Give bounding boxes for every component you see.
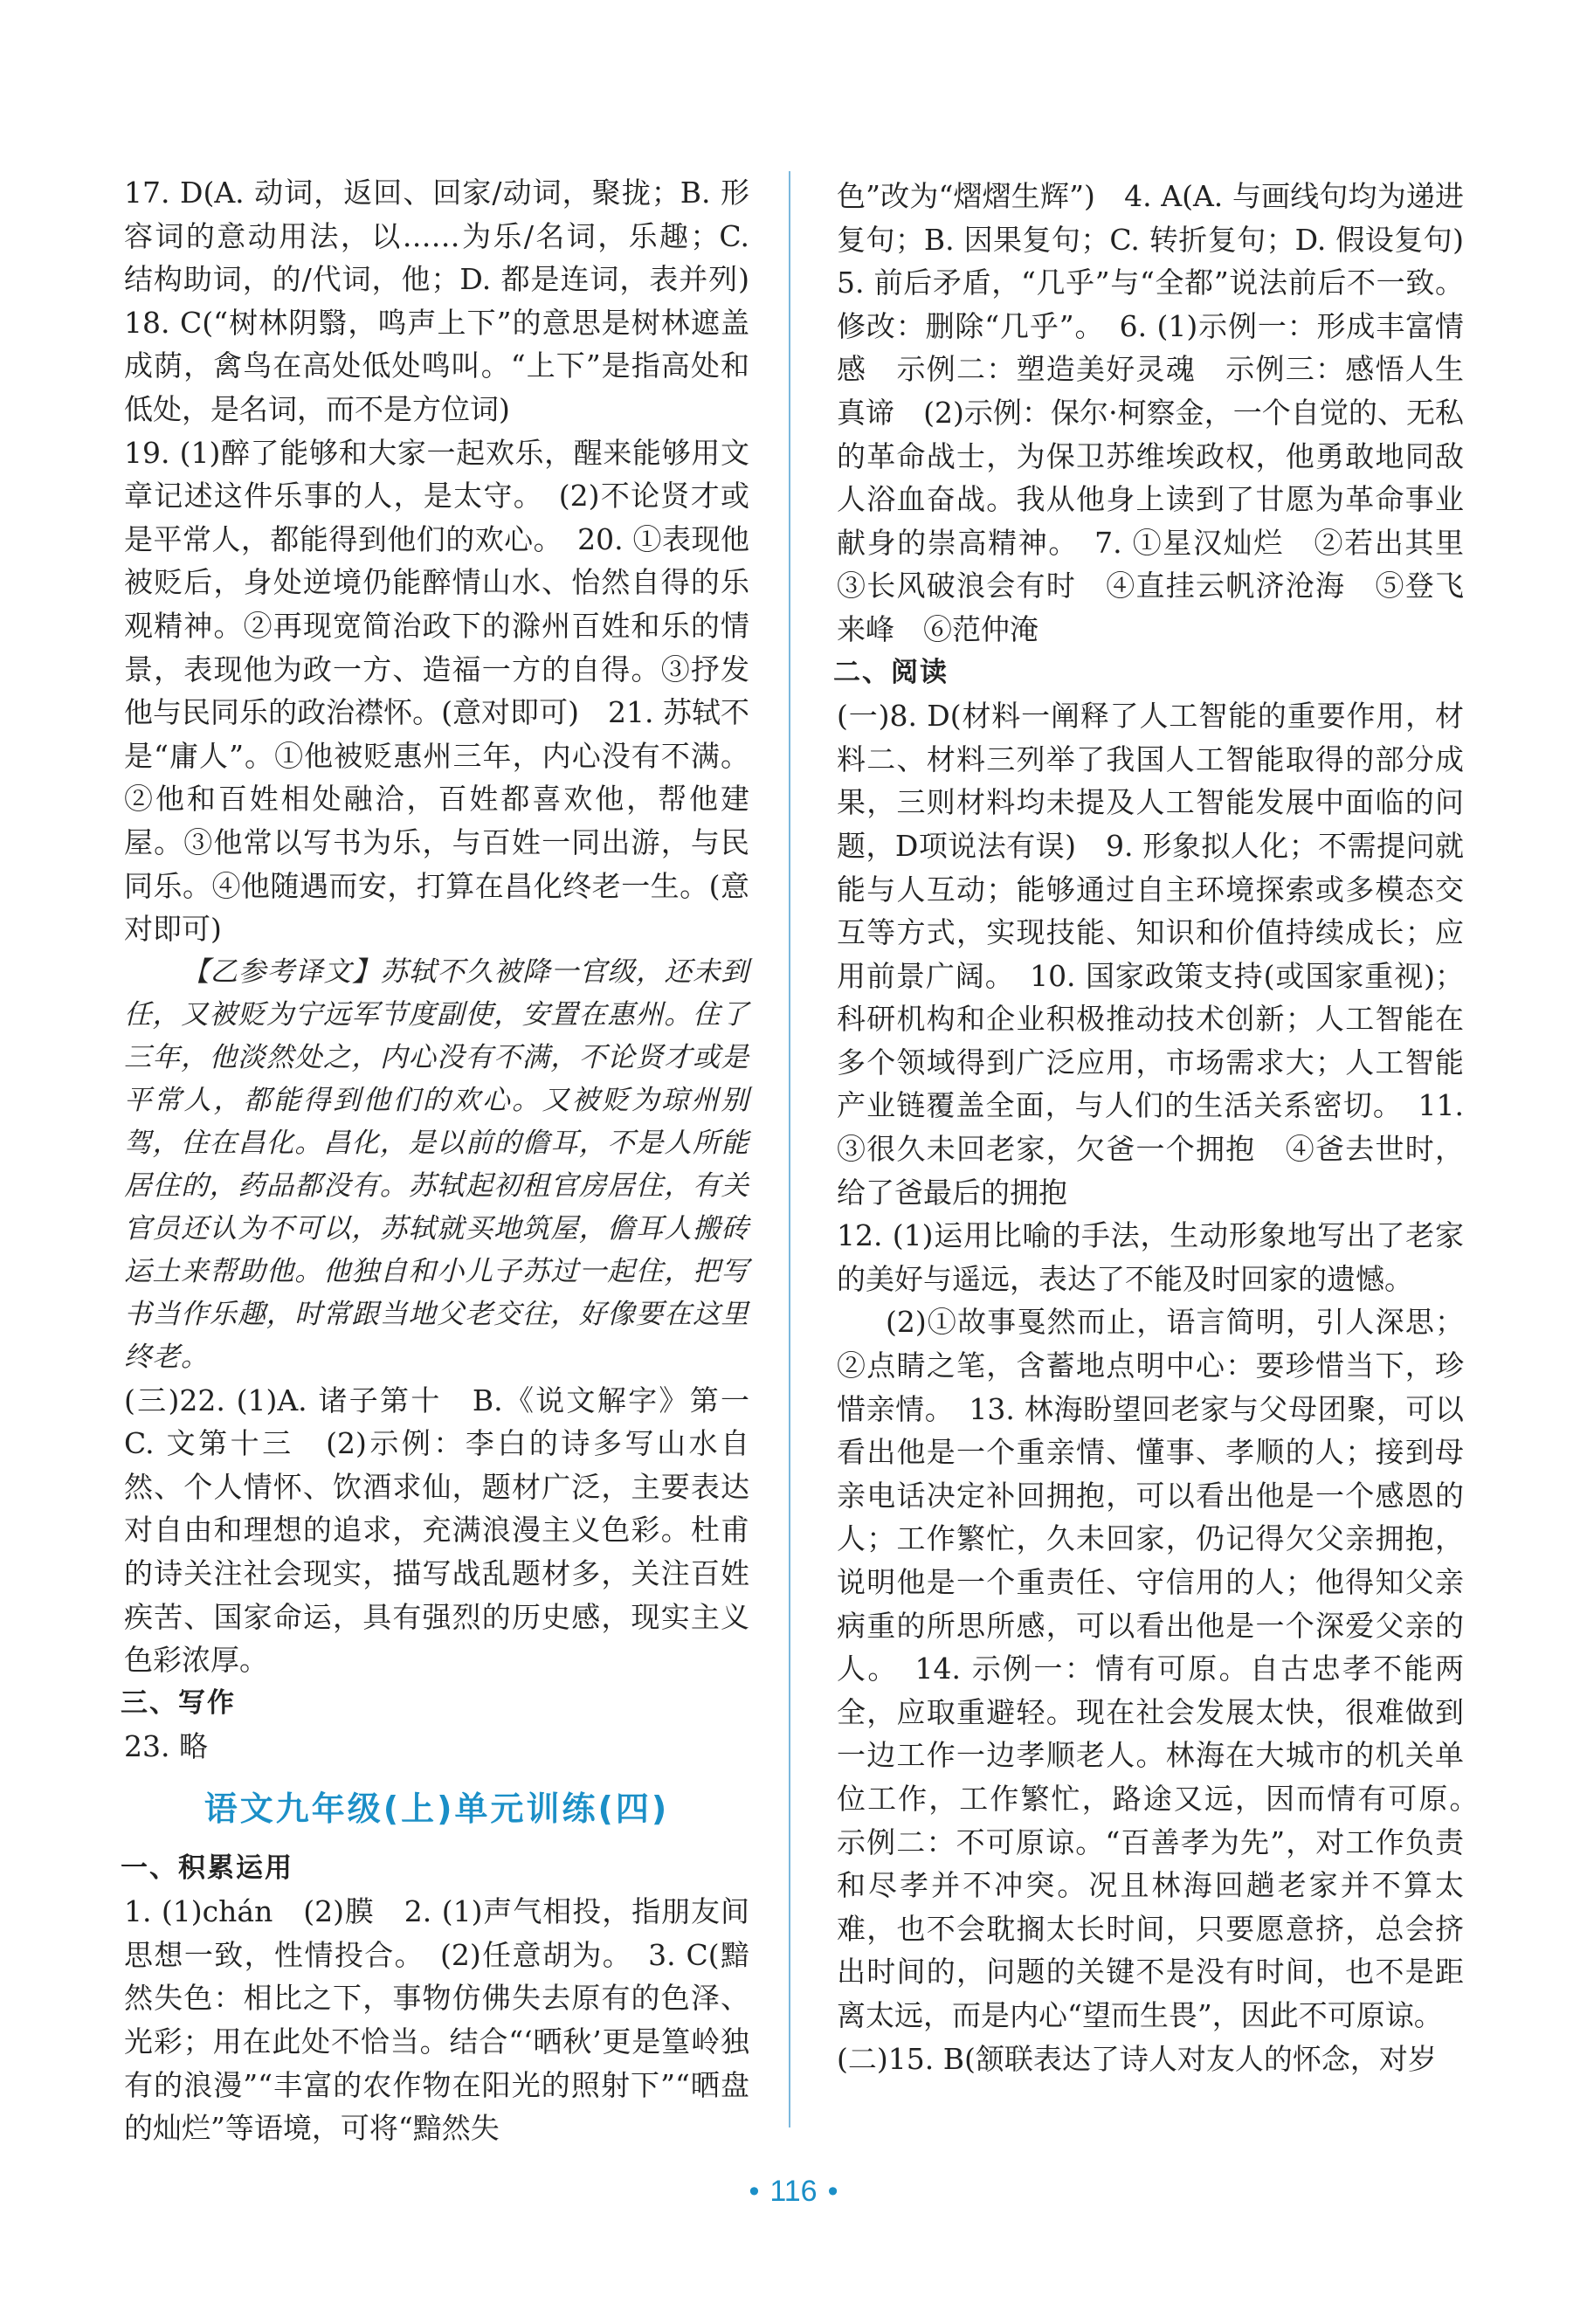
answer-15: (二)15. B(颔联表达了诗人对友人的怀念，对岁	[837, 2041, 1437, 2076]
page-number	[0, 2175, 1587, 2209]
section-heading-accumulation: 一、积累运用	[121, 1852, 293, 1884]
unit-title: 语文九年级(上)单元训练(四)	[204, 1790, 670, 1829]
answer-1-3: 1. (1)chán (2)膜 2. (1)声气相投，指朋友间思想一致，性情投合。 (2)任意胡为。 3. C(黯然失色：相比之下，事物仿佛失去原有的色泽、光彩；用在此处不恰当。结合“‘晒秋’更是篁岭独有的浪漫”“丰富的农作物在阳光的照射下”“晒盘的灿烂”等语境，可将“黯然失	[124, 1894, 749, 2146]
column-divider	[789, 171, 790, 2127]
page-dot-right: •	[827, 2175, 838, 2208]
answer-8-11: (一)8. D(材料一阐释了人工智能的重要作用，材料二、材料三列举了我国人工智能取得的部分成果，三则材料均未提及人工智能发展中面临的问题，D项说法有误) 9. 形象拟人化；不需提问就能与人互动；能够通过自主环境探索或多模态交互等方式，实现技能、知识和价值持续成长；应用前景广阔。 10. 国家政策支持(或国家重视)；科研机构和企业积极推动技术创新；人工智能在多个领域得到广泛应用，市场需求大；人工智能产业链覆盖全面，与人们的生活关系密切。 11. ③很久未回老家，欠爸一个拥抱 ④爸去世时，给了爸最后的拥抱	[837, 699, 1464, 1210]
left-column	[121, 171, 778, 2150]
right-column	[833, 175, 1493, 2080]
answer-22: (三)22. (1)A. 诸子第十 B.《说文解字》第一 C. 文第十三 (2)示例：李白的诗多写山水自然、个人情怀、饮酒求仙，题材广泛，主要表达对自由和理想的追求，充满浪漫主义色彩。杜甫的诗关注社会现实，描写战乱题材多，关注百姓疾苦、国家命运，具有强烈的历史感，现实主义色彩浓厚。	[124, 1383, 778, 1678]
answer-3-7: 色”改为“熠熠生辉”) 4. A(A. 与画线句均为递进复句；B. 因果复句；C. 转折复句；D. 假设复句) 5. 前后矛盾，“几乎”与“全都”说法前后不一致。修改：删除“几乎”。 6. (1)示例一：形成丰富情感 示例二：塑造美好灵魂 示例三：感悟人生真谛 (2)示例：保尔·柯察金，一个自觉的、无私的革命战士，为保卫苏维埃政权，他勇敢地同敌人浴血奋战。我从他身上读到了甘愿为革命事业献身的崇高精神。 7. ①星汉灿烂 ②若出其里 ③长风破浪会有时 ④直挂云帆济沧海 ⑤登飞来峰 ⑥范仲淹	[837, 179, 1493, 646]
section-heading-reading: 二、阅读	[833, 656, 949, 688]
page-number-value: 116	[769, 2175, 818, 2208]
page-dot-left: •	[749, 2175, 760, 2208]
section-heading-writing: 三、写作	[121, 1686, 236, 1719]
answer-12-2-14: (2)①故事戛然而止，语言简明，引人深思；②点睛之笔，含蓄地点明中心：要珍惜当下，珍惜亲情。 13. 林海盼望回老家与父母团聚，可以看出他是一个重亲情、懂事、孝顺的人；接到母亲电话决定补回拥抱，可以看出他是一个感恩的人；工作繁忙，久未回家，仍记得欠父亲拥抱，说明他是一个重责任、守信用的人；他得知父亲病重的所思所感，可以看出他是一个深爱父亲的人。 14. 示例一：情有可原。自古忠孝不能两全，应取重避轻。现在社会发展太快，很难做到一边工作一边孝顺老人。林海在大城市的机关单位工作，工作繁忙，路途又远，因而情有可原。 示例二：不可原谅。“百善孝为先”，对工作负责和尽孝并不冲突。况且林海回趟老家并不算太难，也不会耽搁太长时间，只要愿意挤，总会挤出时间的，问题的关键不是没有时间，也不是距离太远，而是内心“望而生畏”，因此不可原谅。	[837, 1305, 1493, 2032]
answer-19-21: 19. (1)醉了能够和大家一起欢乐，醒来能够用文章记述这件乐事的人，是太守。 (2)不论贤才或是平常人，都能得到他们的欢心。 20. ①表现他被贬后，身处逆境仍能醉情山水、怡然自得的乐观精神。②再现宽简治政下的滁州百姓和乐的情景，表现他为政一方、造福一方的自得。③抒发他与民同乐的政治襟怀。(意对即可) 21. 苏轼不是“庸人”。①他被贬惠州三年，内心没有不满。②他和百姓相处融洽，百姓都喜欢他，帮他建屋。③他常以写书为乐，与百姓一同出游，与民同乐。④他随遇而安，打算在昌化终老一生。(意对即可)	[124, 435, 749, 947]
reference-translation: 【乙参考译文】苏轼不久被降一官级，还未到任，又被贬为宁远军节度副使，安置在惠州。住了三年，他淡然处之，内心没有不满，不论贤才或是平常人，都能得到他们的欢心。又被贬为琼州别驾，住在昌化。昌化，是以前的儋耳，不是人所能居住的，药品都没有。苏轼起初租官房居住，有关官员还认为不可以，苏轼就买地筑屋，儋耳人搬砖运土来帮助他。他独自和小儿子苏过一起住，把写书当作乐趣，时常跟当地父老交往，好像要在这里终老。	[124, 955, 750, 1373]
answer-17-18: 17. D(A. 动词，返回、回家/动词，聚拢；B. 形容词的意动用法，以……为乐/名词，乐趣；C. 结构助词，的/代词，他；D. 都是连词，表并列) 18. C(“树林阴翳，鸣声上下”的意思是树林遮盖成荫，禽鸟在高处低处鸣叫。“上下”是指高处和低处，是名词，而不是方位词)	[124, 176, 778, 426]
answer-23: 23. 略	[124, 1729, 208, 1764]
answer-12-1: 12. (1)运用比喻的手法，生动形象地写出了老家的美好与遥远，表达了不能及时回家的遗憾。	[837, 1218, 1464, 1296]
